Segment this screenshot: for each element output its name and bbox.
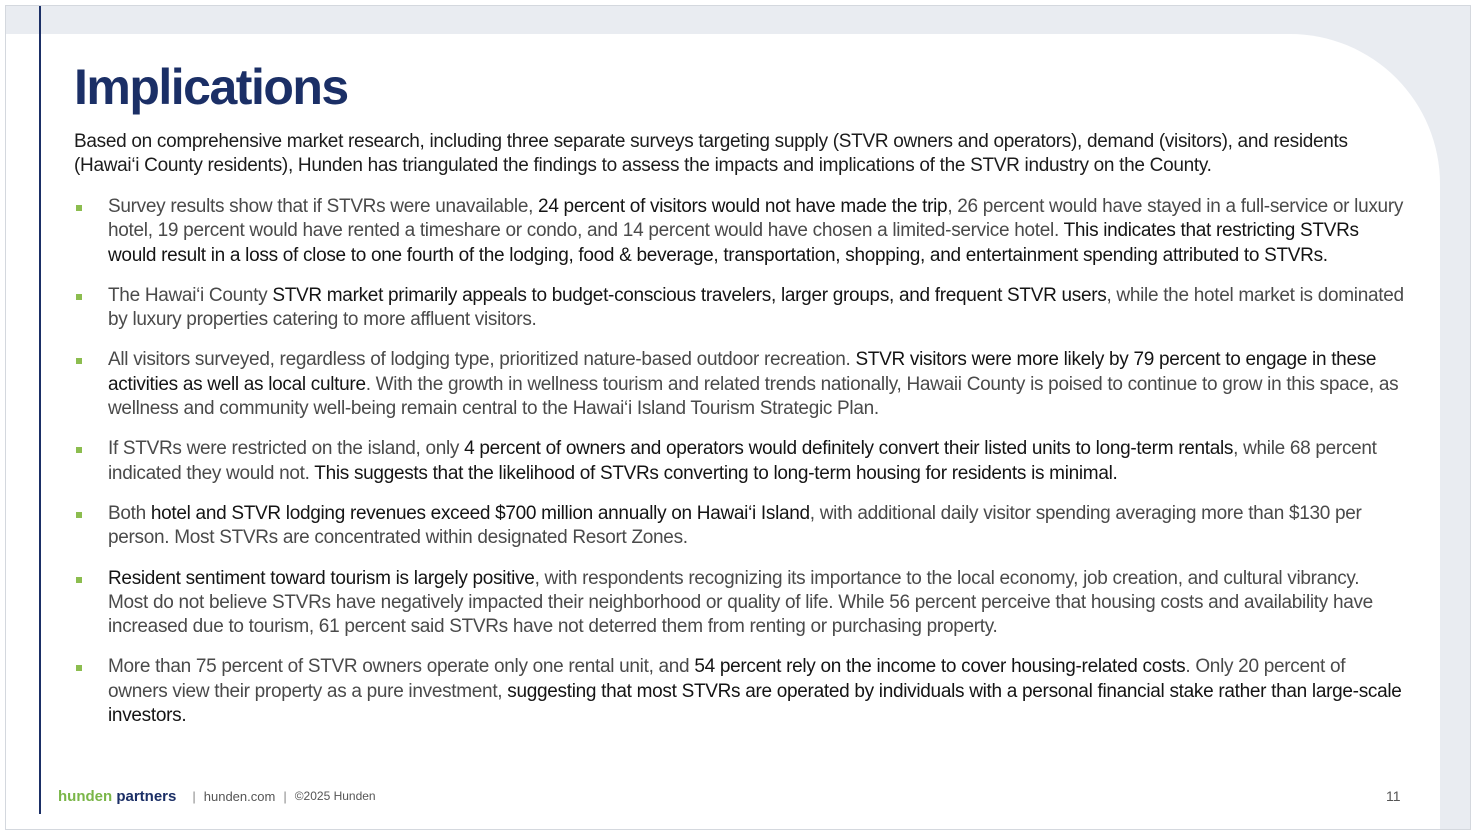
implications-list xyxy=(74,195,1404,744)
square-bullet-icon xyxy=(76,577,82,583)
footer-website: hunden.com xyxy=(203,788,276,804)
square-bullet-icon xyxy=(76,665,82,671)
bullet-text-segment: . With the growth in wellness tourism and related trends nationally, Hawaii County is poised to continue to grow in this space, as wellness and community well-being remain central to the Hawai‘i Island Tourism Strategic Plan. xyxy=(108,373,1399,420)
bullet-text-segment: Survey results show that if STVRs were unavailable, xyxy=(108,196,539,217)
footer-copyright: ©2025 Hunden xyxy=(294,789,376,803)
bullet-text-segment: , while 68 percent indicated they would not. xyxy=(108,438,1377,484)
square-bullet-icon xyxy=(76,447,82,453)
square-bullet-icon xyxy=(76,205,82,211)
bullet-text-segment: , with additional daily visitor spending averaging more than $130 per person. Most STVRs are concentrated within designated Resort Zones. xyxy=(108,502,1362,549)
bullet-item xyxy=(74,502,1404,551)
bullet-emphasis: 54 percent rely on the income to cover housing-related costs xyxy=(694,656,1186,678)
bullet-emphasis: STVR visitors were more likely by 79 percent to engage in these activities as well as local culture xyxy=(108,349,1377,395)
bullet-item xyxy=(74,567,1404,640)
bullet-emphasis: This indicates that restricting STVRs would result in a loss of close to one fourth of the lodging, food & beverage, transportation, shopping, and entertainment spending attributed to STVRs. xyxy=(108,220,1359,266)
bullet-emphasis: This suggests that the likelihood of STVRs converting to long-term housing for residents is minimal. xyxy=(314,462,1118,484)
bullet-emphasis: 24 percent of visitors would not have made the trip xyxy=(538,196,948,217)
bullet-item xyxy=(74,655,1404,728)
bullet-text-segment: If STVRs were restricted on the island, only xyxy=(108,438,465,460)
footer-separator: | xyxy=(192,788,196,804)
slide-title: Implications xyxy=(74,59,348,115)
bullet-text-segment: , with respondents recognizing its importance to the local economy, job creation, and cultural vibrancy. Most do not believe STVRs have negatively impacted their neighborhood or quality of life. While 56 percent perceive that housing costs and availability have increased due to tourism, 61 percent said STVRs have not deterred them from renting or purchasing property. xyxy=(108,567,1373,638)
brand-word-1: hunden xyxy=(58,787,113,805)
square-bullet-icon xyxy=(76,358,82,364)
top-band xyxy=(6,6,1470,34)
bullet-emphasis: suggesting that most STVRs are operated by individuals with a personal financial stake rather than large-scale investors. xyxy=(108,680,1402,727)
left-accent-rule xyxy=(39,6,41,814)
intro-paragraph: Based on comprehensive market research, including three separate surveys targeting supply (STVR owners and operators), demand (visitors), and residents (Hawai‘i County residents), Hunden has triangulated the findings to assess the impacts and implications of the STVR industry on the County. xyxy=(74,131,1348,176)
square-bullet-icon xyxy=(76,294,82,300)
bullet-item xyxy=(74,437,1404,486)
bullet-emphasis: Resident sentiment toward tourism is largely positive xyxy=(108,567,535,589)
bullet-emphasis: STVR market primarily appeals to budget-conscious travelers, larger groups, and frequent STVR users xyxy=(272,284,1107,306)
bullet-text-segment: , 26 percent would have stayed in a full-service or luxury hotel, 19 percent would have rented a timeshare or condo, and 14 percent would have chosen a limited-service hotel. xyxy=(108,196,1404,242)
bullet-emphasis: 4 percent of owners and operators would definitely convert their listed units to long-term rentals xyxy=(464,438,1234,460)
bullet-text-segment: , while the hotel market is dominated by luxury properties catering to more affluent visitors. xyxy=(108,284,1404,331)
brand-word-2: partners xyxy=(116,787,177,805)
footer xyxy=(58,786,376,806)
page-number: 11 xyxy=(1386,788,1401,804)
footer-separator: | xyxy=(283,788,287,804)
bullet-item xyxy=(74,195,1404,268)
bullet-text-segment: . Only 20 percent of owners view their property as a pure investment, xyxy=(108,656,1346,702)
right-band xyxy=(1440,6,1470,829)
bullet-text-segment: The Hawai‘i County xyxy=(108,284,273,306)
bullet-item xyxy=(74,284,1404,333)
bullet-text-segment: More than 75 percent of STVR owners operate only one rental unit, and xyxy=(108,656,695,678)
bullet-text-segment: Both xyxy=(108,502,151,524)
brand-logo xyxy=(58,788,176,805)
bullet-item xyxy=(74,348,1404,421)
bullet-emphasis: hotel and STVR lodging revenues exceed $700 million annually on Hawai‘i Island xyxy=(150,502,810,524)
square-bullet-icon xyxy=(76,512,82,518)
bullet-text-segment: All visitors surveyed, regardless of lodging type, prioritized nature-based outdoor recreation. xyxy=(108,349,856,371)
